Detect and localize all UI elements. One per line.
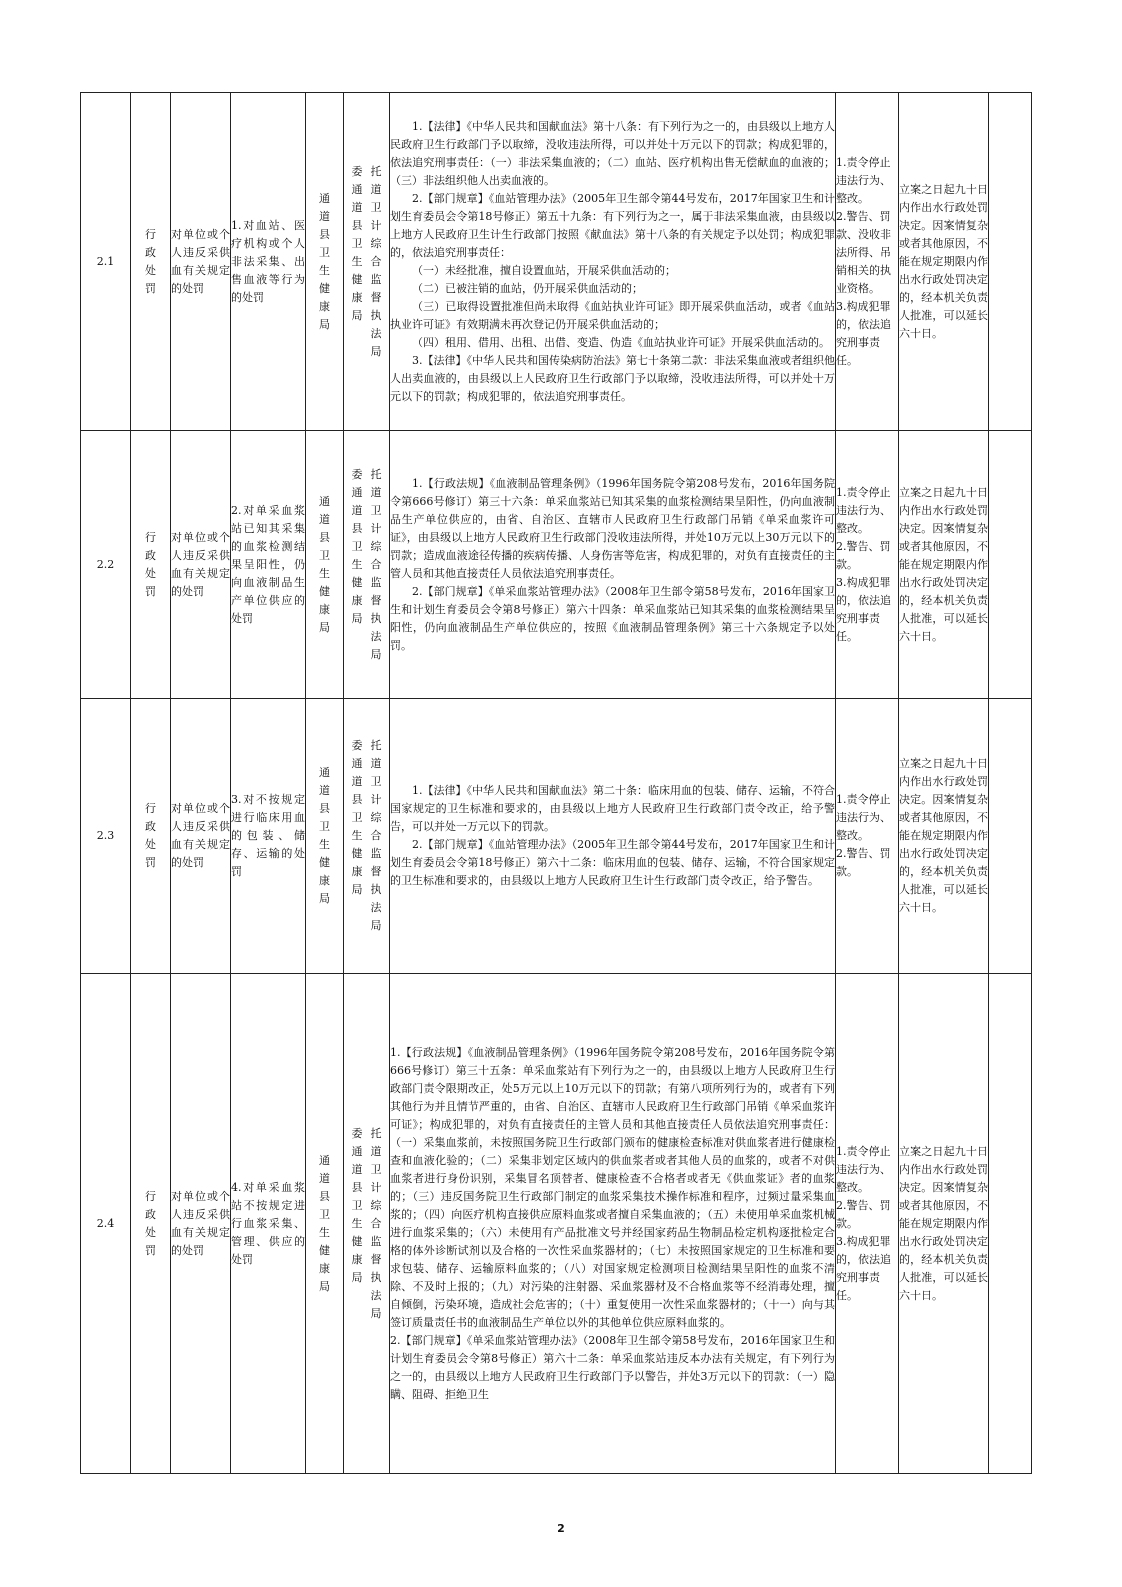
org-column-left: 委 通 道 县 卫 生 健 康 局 <box>351 1126 363 1284</box>
org-column-left: 委 通 道 县 卫 生 健 康 局 <box>351 739 363 896</box>
subject-cell: 对单位或个人违反采供血有关规定的处罚 <box>171 974 231 1474</box>
department-text: 通 道 县 卫 生 健 康 局 <box>319 494 330 634</box>
responsibility-cell <box>836 431 899 699</box>
table-row <box>81 93 1032 431</box>
legal-basis-paragraph: （三）已取得设置批准但尚未取得《血站执业许可证》即开展采供血活动，或者《血站执业许可证》有效期满未再次登记仍开展采供血活动的； <box>390 299 835 331</box>
entrusted-org-text <box>344 737 389 935</box>
legal-basis-paragraph: 2.【部门规章】《单采血浆站管理办法》（2008年卫生部令第58号发布，2016年国家卫生和计划生育委员会令第8号修正）第六十二条：单采血浆站违反本办法有关规定，有下列行为之一的，由县级以上地方人民政府卫生行政部门予以警告，并处3万元以下的罚款：（一）隐瞒、阻碍、拒绝卫生 <box>390 1333 835 1401</box>
responsibility-item: 1.责令停止违法行为、整改。 <box>836 1144 891 1194</box>
legal-basis-cell <box>390 699 836 974</box>
entrusted-org-cell <box>344 699 390 974</box>
department-text: 通 道 县 卫 生 健 康 局 <box>319 766 330 905</box>
category-text: 行 政 处 罚 <box>145 1189 156 1257</box>
time-limit-cell: 立案之日起九十日内作出水行政处罚决定。因案情复杂或者其他原因，不能在规定期限内作出水行政处罚决定的，经本机关负责人批准，可以延长六十日。 <box>899 93 989 431</box>
responsibility-item: 1.责令停止违法行为、整改。 <box>836 793 891 842</box>
table-row <box>81 974 1032 1474</box>
org-column-right: 托 道 卫 计 综 合 监 督 执 法 局 <box>370 1126 382 1320</box>
category-text: 行 政 处 罚 <box>145 227 156 295</box>
org-column-right: 托 道 卫 计 综 合 监 督 执 法 局 <box>370 467 382 661</box>
remark-cell <box>989 431 1032 699</box>
legal-basis-paragraph: 3.【法律】《中华人民共和国传染病防治法》第七十条第二款：非法采集血液或者组织他人出卖血液的，由县级以上人民政府卫生行政部门予以取缔，没收违法所得，可以并处十万元以下的罚款；构成犯罪的，依法追究刑事责任。 <box>390 353 835 403</box>
responsibility-item: 3.构成犯罪的，依法追究刑事责任。 <box>836 575 891 643</box>
legal-basis-paragraph: 2.【部门规章】《单采血浆站管理办法》（2008年卫生部令第58号发布，2016年国家卫生和计划生育委员会令第8号修正）第六十四条：单采血浆站已知其采集的血浆检测结果呈阳性，仍向血液制品生产单位供应的，按照《血液制品管理条例》第三十六条规定予以处罚。 <box>390 584 835 652</box>
entrusted-org-text <box>344 1125 389 1323</box>
department-text: 通 道 县 卫 生 健 康 局 <box>319 191 330 331</box>
table-row <box>81 699 1032 974</box>
category-text: 行 政 处 罚 <box>145 530 156 598</box>
sub-item-cell: 1.对血站、医疗机构或个人非法采集、出售血液等行为的处罚 <box>231 93 306 431</box>
sub-item-cell: 4.对单采血浆站不按规定进行血浆采集、管理、供应的处罚 <box>231 974 306 1474</box>
remark-cell <box>989 699 1032 974</box>
responsibility-item: 3.构成犯罪的，依法追究刑事责任。 <box>836 299 891 367</box>
entrusted-org-cell <box>344 974 390 1474</box>
org-column-left: 委 通 道 县 卫 生 健 康 局 <box>351 164 363 322</box>
subject-cell: 对单位或个人违反采供血有关规定的处罚 <box>171 93 231 431</box>
department-cell <box>306 93 344 431</box>
entrusted-org-text <box>344 466 389 664</box>
legal-basis-paragraph: 2.【部门规章】《血站管理办法》（2005年卫生部令第44号发布，2017年国家卫生和计划生育委员会令第18号修正）第六十二条：临床用血的包装、储存、运输，不符合国家规定的卫生标准和要求的，由县级以上地方人民政府卫生计生行政部门责令改正，给予警告。 <box>390 838 835 887</box>
department-cell <box>306 974 344 1474</box>
category-cell <box>131 974 171 1474</box>
category-cell <box>131 699 171 974</box>
item-number: 2.1 <box>81 93 131 431</box>
responsibility-item: 2.警告、罚款。 <box>836 1198 891 1230</box>
responsibility-item: 3.构成犯罪的，依法追究刑事责任。 <box>836 1234 891 1302</box>
entrusted-org-cell <box>344 93 390 431</box>
subject-cell: 对单位或个人违反采供血有关规定的处罚 <box>171 431 231 699</box>
legal-basis-cell <box>390 431 836 699</box>
entrusted-org-cell <box>344 431 390 699</box>
legal-basis-paragraph: 1.【行政法规】《血液制品管理条例》（1996年国务院令第208号发布，2016年国务院令第666号修订）第三十六条：单采血浆站已知其采集的血浆检测结果呈阳性，仍向血液制品生产单位供应的，由省、自治区、直辖市人民政府卫生行政部门吊销《单采血浆许可证》，由县级以上地方人民政府卫生行政部门没收违法所得，并处10万元以上30万元以下的罚款；造成血液途径传播的疾病传播、人身伤害等危害，构成犯罪的，对负有直接责任的主管人员和其他直接责任人员依法追究刑事责任。 <box>390 476 835 580</box>
table-body <box>81 93 1032 1474</box>
power-list-table <box>80 92 1032 1474</box>
category-text: 行 政 处 罚 <box>145 802 156 869</box>
sub-item-cell: 2.对单采血浆站已知其采集的血浆检测结果呈阳性，仍向血液制品生产单位供应的处罚 <box>231 431 306 699</box>
responsibility-item: 2.警告、罚款。 <box>836 847 891 878</box>
legal-basis-paragraph: 1.【行政法规】《血液制品管理条例》（1996年国务院令第208号发布，2016年国务院令第666号修订）第三十五条：单采血浆站有下列行为之一的，由县级以上地方人民政府卫生行政部门责令限期改正，处5万元以上10万元以下的罚款；有第八项所列行为的，或者有下列其他行为并且情节严重的，由省、自治区、直辖市人民政府卫生行政部门吊销《单采血浆许可证》；构成犯罪的，对负有直接责任的主管人员和其他直接责任人员依法追究刑事责任：（一）采集血浆前，未按照国务院卫生行政部门颁布的健康检查标准对供血浆者进行健康检查和血液化验的；（二）采集非划定区域内的供血浆者或者其他人员的血浆的，或者不对供血浆者进行身份识别，采集冒名顶替者、健康检查不合格者或者无《供血浆证》者的血浆的；（三）违反国务院卫生行政部门制定的血浆采集技术操作标准和程序，过频过量采集血浆的；（四）向医疗机构直接供应原料血浆或者擅自采集血液的；（五）未使用单采血浆机械进行血浆采集的；（六）未使用有产品批准文号并经国家药品生物制品检定机构逐批检定合格的体外诊断试剂以及合格的一次性采血浆器材的；（七）未按照国家规定的卫生标准和要求包装、储存、运输原料血浆的；（八）对国家规定检测项目检测结果呈阳性的血浆不清除、不及时上报的；（九）对污染的注射器、采血浆器材及不合格血浆等不经消毒处理，擅自倾倒，污染环境，造成社会危害的；（十）重复使用一次性采血浆器材的；（十一）向与其签订质量责任书的血液制品生产单位以外的其他单位供应原料血浆的。 <box>390 1045 835 1329</box>
time-limit-cell: 立案之日起九十日内作出水行政处罚决定。因案情复杂或者其他原因，不能在规定期限内作出水行政处罚决定的，经本机关负责人批准，可以延长六十日。 <box>899 699 989 974</box>
legal-basis-cell <box>390 974 836 1474</box>
page-number: 2 <box>557 1522 565 1535</box>
legal-basis-paragraph: （四）租用、借用、出租、出借、变造、伪造《血站执业许可证》开展采供血活动的。 <box>412 335 830 349</box>
time-limit-cell: 立案之日起九十日内作出水行政处罚决定。因案情复杂或者其他原因，不能在规定期限内作出水行政处罚决定的，经本机关负责人批准，可以延长六十日。 <box>899 431 989 699</box>
legal-basis-cell <box>390 93 836 431</box>
remark-cell <box>989 974 1032 1474</box>
legal-basis-paragraph: 1.【法律】《中华人民共和国献血法》第二十条：临床用血的包装、储存、运输，不符合国家规定的卫生标准和要求的，由县级以上地方人民政府卫生行政部门责令改正，给予警告，可以并处一万元以下的罚款。 <box>390 784 835 833</box>
org-column-right: 托 道 卫 计 综 合 监 督 执 法 局 <box>370 739 382 932</box>
org-column-left: 委 通 道 县 卫 生 健 康 局 <box>351 467 363 625</box>
org-column-right: 托 道 卫 计 综 合 监 督 执 法 局 <box>370 164 382 358</box>
item-number: 2.3 <box>81 699 131 974</box>
category-cell <box>131 431 171 699</box>
table-row <box>81 431 1032 699</box>
subject-cell: 对单位或个人违反采供血有关规定的处罚 <box>171 699 231 974</box>
remark-cell <box>989 93 1032 431</box>
item-number: 2.2 <box>81 431 131 699</box>
responsibility-cell <box>836 974 899 1474</box>
responsibility-item: 2.警告、罚款、没收非法所得、吊销相关的执业资格。 <box>836 209 891 295</box>
responsibility-cell <box>836 93 899 431</box>
entrusted-org-text <box>344 163 389 361</box>
legal-basis-paragraph: （二）已被注销的血站，仍开展采供血活动的； <box>412 281 643 295</box>
department-cell <box>306 431 344 699</box>
item-number: 2.4 <box>81 974 131 1474</box>
time-limit-cell: 立案之日起九十日内作出水行政处罚决定。因案情复杂或者其他原因，不能在规定期限内作出水行政处罚决定的，经本机关负责人批准，可以延长六十日。 <box>899 974 989 1474</box>
department-text: 通 道 县 卫 生 健 康 局 <box>319 1153 330 1293</box>
department-cell <box>306 699 344 974</box>
responsibility-item: 1.责令停止违法行为、整改。 <box>836 155 891 205</box>
responsibility-item: 2.警告、罚款。 <box>836 539 891 571</box>
responsibility-cell <box>836 699 899 974</box>
sub-item-cell: 3.对不按规定进行临床用血的包装、储存、运输的处罚 <box>231 699 306 974</box>
legal-basis-paragraph: 1.【法律】《中华人民共和国献血法》第十八条：有下列行为之一的，由县级以上地方人民政府卫生行政部门予以取缔，没收违法所得，可以并处十万元以下的罚款；构成犯罪的，依法追究刑事责任：（一）非法采集血液的；（二）血站、医疗机构出售无偿献血的血液的；（三）非法组织他人出卖血液的。 <box>390 119 835 187</box>
category-cell <box>131 93 171 431</box>
legal-basis-paragraph: 2.【部门规章】《血站管理办法》（2005年卫生部令第44号发布，2017年国家卫生和计划生育委员会令第18号修正）第五十九条：有下列行为之一，属于非法采集血液，由县级以上地方人民政府卫生计生行政部门按照《献血法》第十八条的有关规定予以处罚；构成犯罪的，依法追究刑事责任： <box>390 191 835 259</box>
legal-basis-paragraph: （一）未经批准，擅自设置血站，开展采供血活动的； <box>412 263 676 277</box>
responsibility-item: 1.责令停止违法行为、整改。 <box>836 485 891 535</box>
